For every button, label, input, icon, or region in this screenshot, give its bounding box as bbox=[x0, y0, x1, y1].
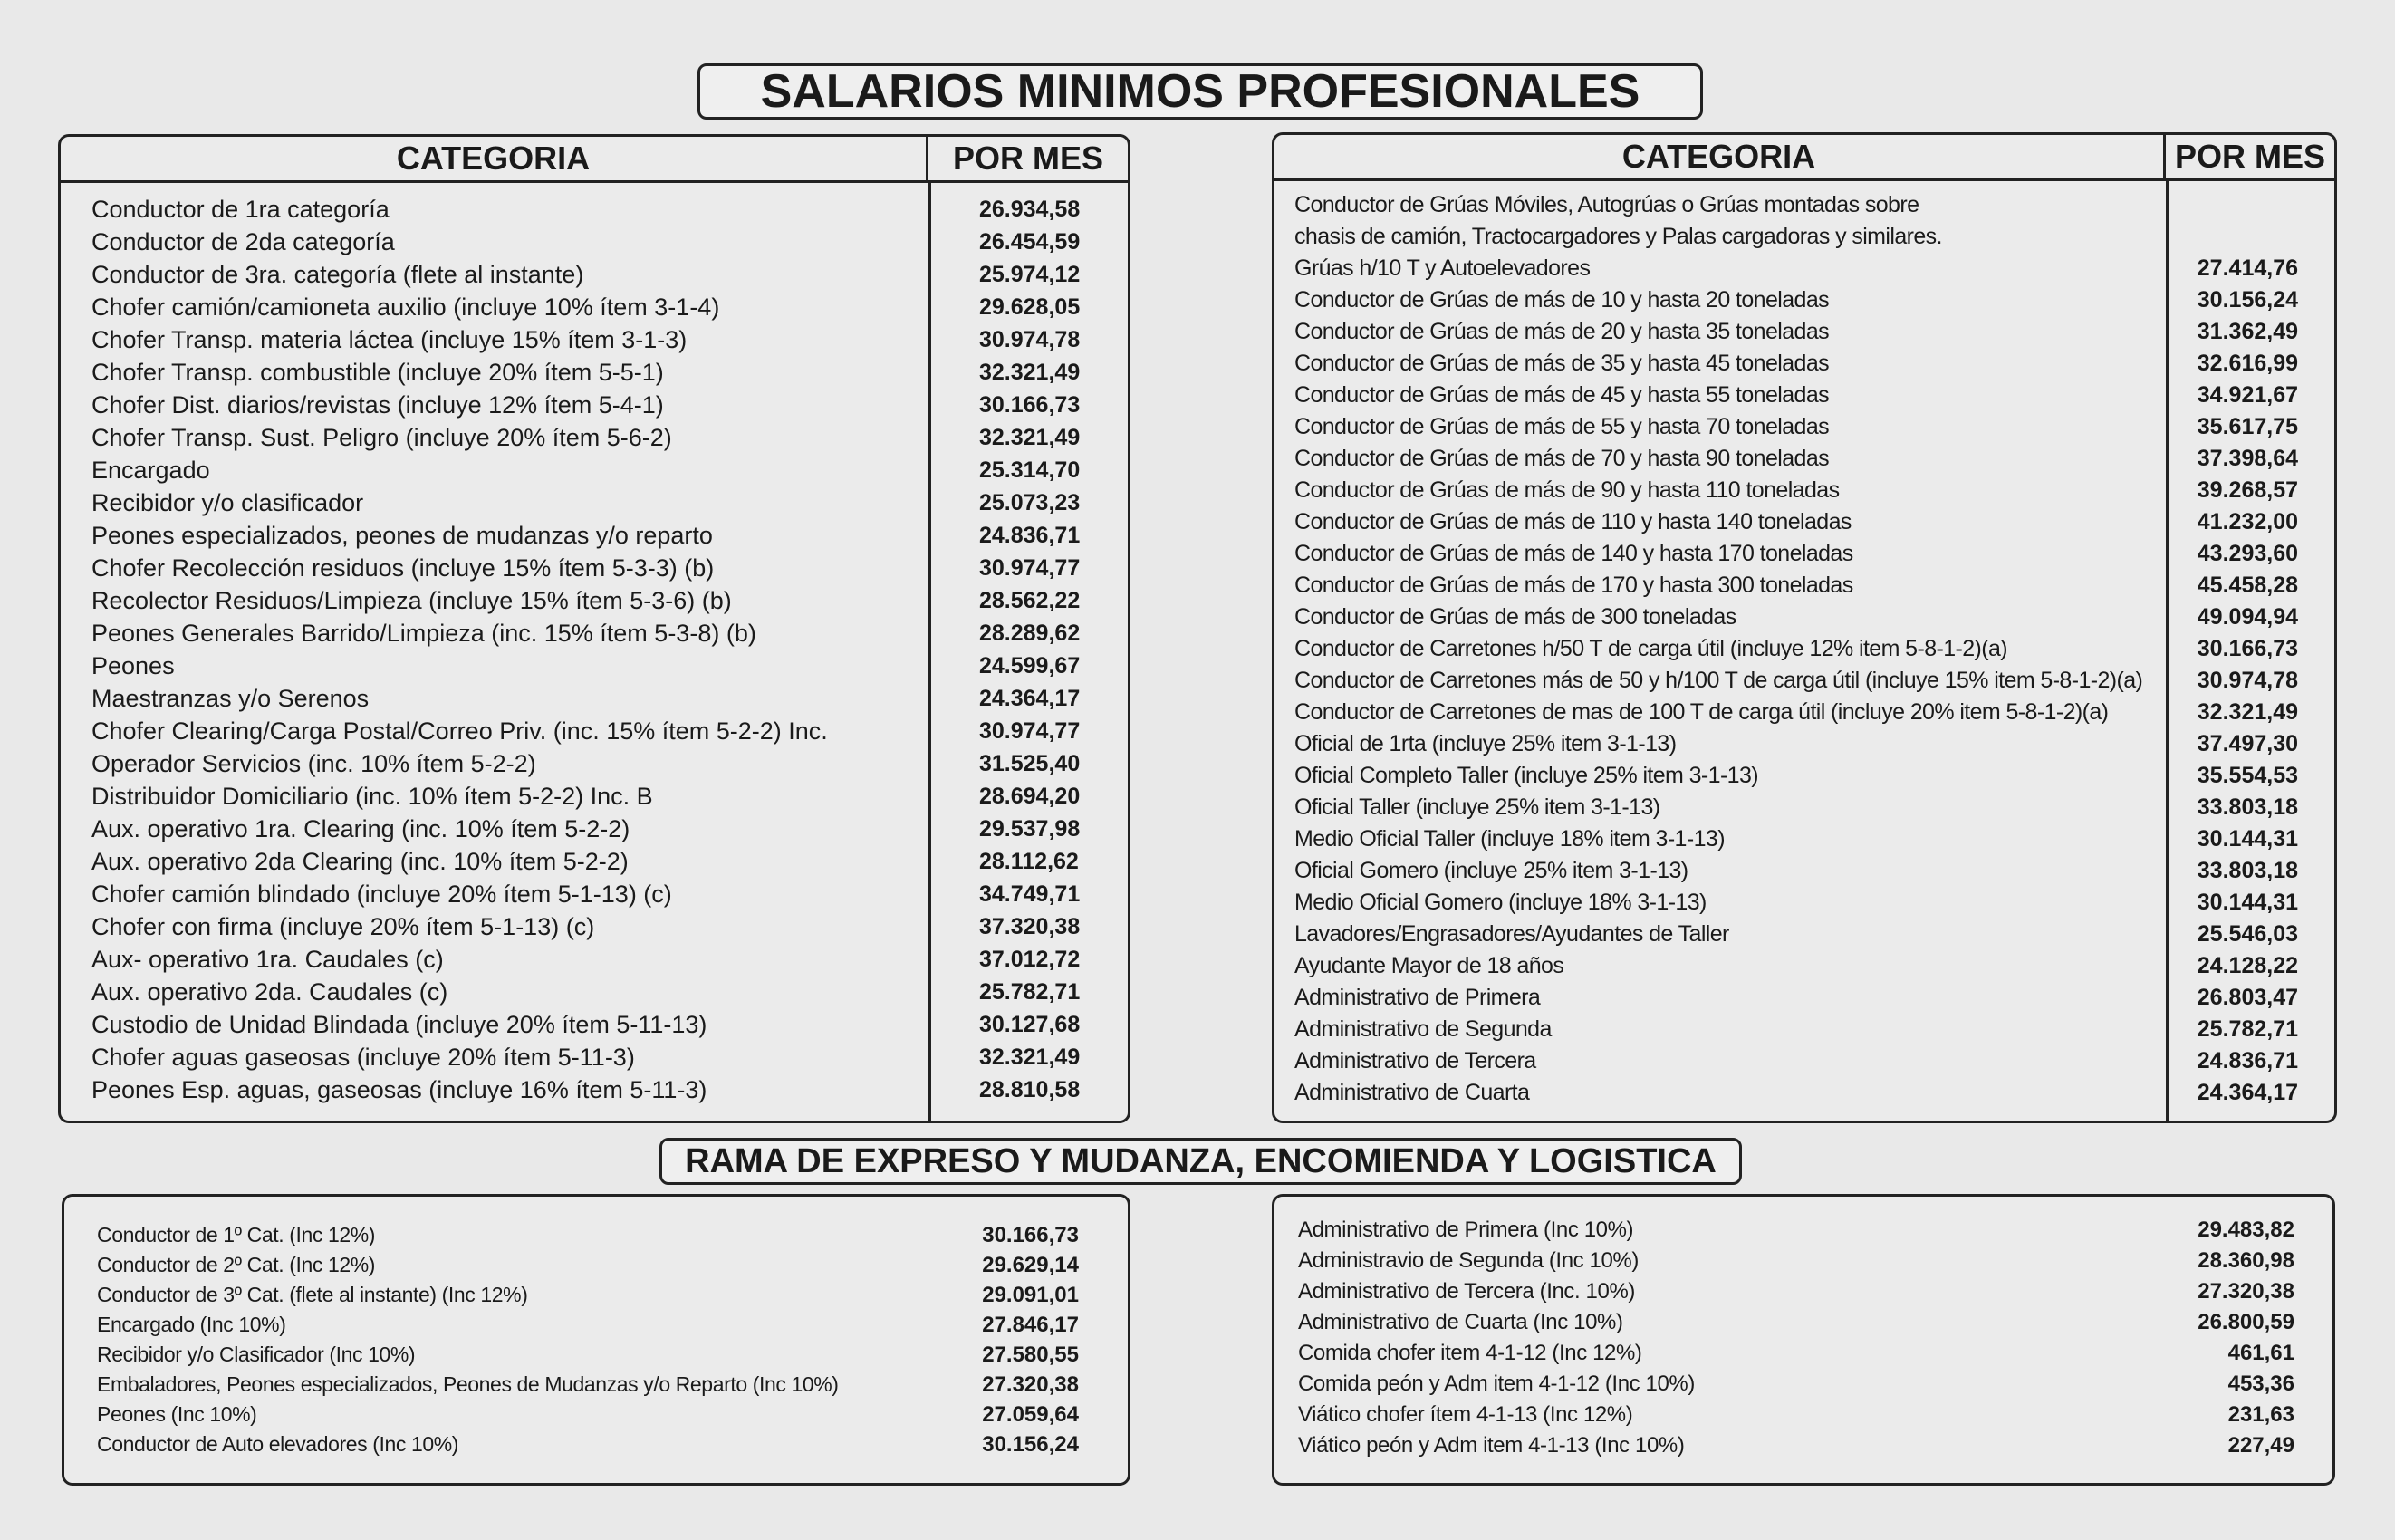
table-row bbox=[1274, 1276, 2332, 1307]
row-category: Encargado bbox=[91, 457, 210, 484]
table-row bbox=[61, 486, 1128, 519]
row-category: Oficial Completo Taller (incluye 25% item 3-1-13) bbox=[1294, 763, 1759, 788]
row-category: Chofer con firma (incluye 20% ítem 5-1-13) (c) bbox=[91, 913, 595, 940]
table-row bbox=[1274, 792, 2334, 823]
row-monthly-salary: 25.546,03 bbox=[2197, 921, 2298, 947]
row-monthly-salary: 227,49 bbox=[2227, 1433, 2294, 1458]
table-row bbox=[1274, 475, 2334, 506]
row-monthly-salary: 30.166,73 bbox=[2197, 636, 2298, 661]
table-row bbox=[64, 1280, 1128, 1310]
row-monthly-salary: 30.156,24 bbox=[982, 1432, 1079, 1457]
row-monthly-salary: 32.321,49 bbox=[979, 425, 1081, 450]
table-row bbox=[1274, 1430, 2332, 1461]
row-category: Recolector Residuos/Limpieza (incluye 15% ítem 5-3-6) (b) bbox=[91, 587, 732, 614]
row-monthly-salary: 453,36 bbox=[2227, 1372, 2294, 1396]
row-category: Operador Servicios (inc. 10% ítem 5-2-2) bbox=[91, 750, 536, 777]
table-row bbox=[61, 1008, 1128, 1041]
table-row bbox=[1274, 538, 2334, 570]
row-category: Lavadores/Engrasadores/Ayudantes de Taller bbox=[1294, 921, 1729, 947]
row-category: Conductor de Grúas de más de 45 y hasta 55 toneladas bbox=[1294, 382, 1830, 408]
table-row bbox=[61, 1041, 1128, 1073]
row-monthly-salary: 29.629,14 bbox=[982, 1253, 1079, 1277]
row-category: Conductor de 2º Cat. (Inc 12%) bbox=[97, 1253, 376, 1276]
table-row bbox=[61, 519, 1128, 552]
table-row bbox=[1274, 919, 2334, 950]
table-row bbox=[1274, 602, 2334, 633]
table-row bbox=[1274, 1369, 2332, 1400]
row-category: Administravio de Segunda (Inc 10%) bbox=[1298, 1248, 1639, 1273]
table-row bbox=[64, 1340, 1128, 1370]
table-row bbox=[1274, 1338, 2332, 1369]
table-row bbox=[61, 682, 1128, 715]
row-category: Conductor de 3ra. categoría (flete al instante) bbox=[91, 261, 584, 288]
row-monthly-salary: 27.414,76 bbox=[2197, 255, 2298, 281]
row-category: Administrativo de Primera bbox=[1294, 985, 1541, 1010]
table-row bbox=[61, 421, 1128, 454]
row-category: Administrativo de Tercera bbox=[1294, 1048, 1536, 1073]
table-header bbox=[61, 137, 1128, 183]
row-category: Recibidor y/o Clasificador (Inc 10%) bbox=[97, 1343, 416, 1366]
table-row bbox=[61, 356, 1128, 389]
row-category: Administrativo de Cuarta (Inc 10%) bbox=[1298, 1310, 1623, 1334]
row-category: Peones Esp. aguas, gaseosas (incluye 16% ítem 5-11-3) bbox=[91, 1076, 707, 1103]
row-category: Encargado (Inc 10%) bbox=[97, 1313, 286, 1336]
row-category: Chofer Transp. materia láctea (incluye 15% ítem 3-1-3) bbox=[91, 326, 688, 353]
row-category: Medio Oficial Taller (incluye 18% item 3-1-13) bbox=[1294, 826, 1725, 852]
row-monthly-salary: 30.144,31 bbox=[2197, 890, 2298, 915]
table-row bbox=[61, 650, 1128, 682]
table-row bbox=[1274, 1045, 2334, 1077]
row-monthly-salary: 29.091,01 bbox=[982, 1283, 1079, 1307]
row-monthly-salary: 26.934,58 bbox=[979, 197, 1081, 222]
row-category: Chofer camión/camioneta auxilio (incluye 10% ítem 3-1-4) bbox=[91, 294, 720, 321]
row-monthly-salary: 37.320,38 bbox=[979, 914, 1081, 939]
row-monthly-salary: 37.012,72 bbox=[979, 947, 1081, 972]
row-category: Chofer Dist. diarios/revistas (incluye 12% ítem 5-4-1) bbox=[91, 391, 664, 419]
table-row bbox=[61, 1073, 1128, 1106]
row-monthly-salary: 26.803,47 bbox=[2197, 985, 2298, 1010]
table-crane-categories bbox=[1272, 132, 2337, 1123]
row-category: Conductor de 2da categoría bbox=[91, 228, 395, 255]
table-row bbox=[1274, 348, 2334, 380]
table-row bbox=[1274, 728, 2334, 760]
row-monthly-salary: 24.836,71 bbox=[979, 523, 1081, 548]
table-row bbox=[64, 1370, 1128, 1400]
row-category: Conductor de Carretones más de 50 y h/100 T de carga útil (incluye 15% item 5-8-1-2)(a) bbox=[1294, 668, 2143, 693]
row-monthly-salary: 30.144,31 bbox=[2197, 826, 2298, 852]
row-category: Conductor de Grúas de más de 140 y hasta 170 toneladas bbox=[1294, 541, 1853, 566]
row-category: Oficial de 1rta (incluye 25% item 3-1-13) bbox=[1294, 731, 1677, 756]
table-row bbox=[1274, 823, 2334, 855]
row-monthly-salary: 25.974,12 bbox=[979, 262, 1081, 287]
row-category: Conductor de 1º Cat. (Inc 12%) bbox=[97, 1223, 376, 1246]
header-category: CATEGORIA bbox=[396, 140, 591, 177]
row-monthly-salary: 35.554,53 bbox=[2197, 763, 2298, 788]
row-monthly-salary: 28.112,62 bbox=[979, 849, 1079, 874]
table-row bbox=[61, 193, 1128, 226]
table-row bbox=[61, 323, 1128, 356]
row-category: Maestranzas y/o Serenos bbox=[91, 685, 370, 712]
row-monthly-salary: 24.599,67 bbox=[979, 653, 1081, 679]
row-category: Peones especializados, peones de mudanzas y/o reparto bbox=[91, 522, 713, 549]
row-monthly-salary: 24.364,17 bbox=[979, 686, 1081, 711]
row-category: Conductor de 1ra categoría bbox=[91, 196, 390, 223]
table-row bbox=[1274, 1014, 2334, 1045]
row-monthly-salary: 37.398,64 bbox=[2197, 446, 2298, 471]
table-row bbox=[64, 1310, 1128, 1340]
row-monthly-salary: 49.094,94 bbox=[2197, 604, 2298, 630]
row-monthly-salary bbox=[2166, 189, 2334, 221]
row-monthly-salary: 30.166,73 bbox=[982, 1223, 1079, 1247]
row-category: Administrativo de Cuarta bbox=[1294, 1080, 1530, 1105]
table-body bbox=[1274, 189, 2334, 1109]
row-monthly-salary: 24.836,71 bbox=[2197, 1048, 2298, 1073]
table-row bbox=[1274, 665, 2334, 697]
table-row bbox=[1274, 1246, 2332, 1276]
row-category: Conductor de 3º Cat. (flete al instante) (Inc 12%) bbox=[97, 1283, 528, 1306]
table-row bbox=[61, 813, 1128, 845]
row-category: Conductor de Grúas de más de 10 y hasta 20 toneladas bbox=[1294, 287, 1830, 313]
table-expreso-admin bbox=[1272, 1194, 2335, 1486]
table-row bbox=[61, 780, 1128, 813]
header-category: CATEGORIA bbox=[1621, 138, 1816, 175]
row-monthly-salary: 231,63 bbox=[2227, 1402, 2294, 1427]
row-category: Oficial Gomero (incluye 25% item 3-1-13) bbox=[1294, 858, 1688, 883]
row-category: Medio Oficial Gomero (incluye 18% 3-1-13) bbox=[1294, 890, 1707, 915]
table-row bbox=[61, 976, 1128, 1008]
row-category: Conductor de Grúas de más de 55 y hasta 70 toneladas bbox=[1294, 414, 1830, 439]
row-category: Aux. operativo 2da Clearing (inc. 10% ítem 5-2-2) bbox=[91, 848, 629, 875]
table-expreso-drivers bbox=[62, 1194, 1130, 1486]
row-monthly-salary: 29.537,98 bbox=[979, 816, 1081, 842]
row-monthly-salary: 30.974,77 bbox=[979, 718, 1081, 744]
row-monthly-salary: 35.617,75 bbox=[2197, 414, 2298, 439]
row-category: Chofer Transp. Sust. Peligro (incluye 20% ítem 5-6-2) bbox=[91, 424, 672, 451]
row-monthly-salary: 25.782,71 bbox=[2197, 1016, 2298, 1042]
row-category: Administrativo de Primera (Inc 10%) bbox=[1298, 1218, 1634, 1242]
row-monthly-salary: 30.974,78 bbox=[2197, 668, 2298, 693]
row-monthly-salary: 24.364,17 bbox=[2197, 1080, 2298, 1105]
table-row bbox=[1274, 760, 2334, 792]
table-body bbox=[1274, 1215, 2332, 1461]
table-row bbox=[1274, 950, 2334, 982]
row-monthly-salary: 29.628,05 bbox=[979, 294, 1081, 320]
table-row bbox=[1274, 253, 2334, 284]
table-row bbox=[1274, 316, 2334, 348]
table-body bbox=[64, 1220, 1128, 1459]
table-row bbox=[61, 747, 1128, 780]
row-monthly-salary: 31.362,49 bbox=[2197, 319, 2298, 344]
row-category: Conductor de Grúas de más de 110 y hasta 140 toneladas bbox=[1294, 509, 1852, 534]
table-row bbox=[61, 389, 1128, 421]
table-row bbox=[61, 910, 1128, 943]
table-header bbox=[1274, 135, 2334, 181]
row-monthly-salary: 26.800,59 bbox=[2198, 1310, 2294, 1334]
row-category: Administrativo de Tercera (Inc. 10%) bbox=[1298, 1279, 1635, 1304]
table-row bbox=[64, 1429, 1128, 1459]
row-category: Chofer aguas gaseosas (incluye 20% ítem 5-11-3) bbox=[91, 1044, 635, 1071]
table-row bbox=[61, 291, 1128, 323]
row-monthly-salary bbox=[2166, 221, 2334, 253]
row-category: chasis de camión, Tractocargadores y Palas cargadoras y similares. bbox=[1294, 224, 1942, 249]
table-row bbox=[1274, 570, 2334, 602]
table-row bbox=[1274, 411, 2334, 443]
table-row bbox=[61, 845, 1128, 878]
row-monthly-salary: 28.810,58 bbox=[979, 1077, 1081, 1102]
row-monthly-salary: 28.360,98 bbox=[2198, 1248, 2294, 1273]
table-row bbox=[1274, 284, 2334, 316]
row-monthly-salary: 30.974,78 bbox=[979, 327, 1081, 352]
row-monthly-salary: 25.073,23 bbox=[979, 490, 1081, 515]
row-monthly-salary: 37.497,30 bbox=[2197, 731, 2298, 756]
row-monthly-salary: 25.314,70 bbox=[979, 457, 1081, 483]
row-monthly-salary: 461,61 bbox=[2227, 1341, 2294, 1365]
row-category: Peones bbox=[91, 652, 175, 679]
row-category: Viático peón y Adm item 4-1-13 (Inc 10%) bbox=[1298, 1433, 1685, 1458]
row-category: Conductor de Grúas Móviles, Autogrúas o Grúas montadas sobre bbox=[1294, 192, 1919, 217]
main-title: SALARIOS MINIMOS PROFESIONALES bbox=[697, 63, 1703, 120]
row-monthly-salary: 30.127,68 bbox=[979, 1012, 1081, 1037]
row-monthly-salary: 33.803,18 bbox=[2197, 858, 2298, 883]
table-row bbox=[1274, 1077, 2334, 1109]
section-title-expreso: RAMA DE EXPRESO Y MUDANZA, ENCOMIENDA Y LOGISTICA bbox=[659, 1138, 1742, 1185]
table-row bbox=[64, 1220, 1128, 1250]
row-category: Oficial Taller (incluye 25% item 3-1-13) bbox=[1294, 794, 1660, 820]
row-category: Recibidor y/o clasificador bbox=[91, 489, 364, 516]
row-monthly-salary: 32.321,49 bbox=[979, 1044, 1081, 1070]
row-monthly-salary: 33.803,18 bbox=[2197, 794, 2298, 820]
row-monthly-salary: 30.166,73 bbox=[979, 392, 1081, 418]
row-monthly-salary: 32.321,49 bbox=[979, 360, 1081, 385]
row-category: Chofer camión blindado (incluye 20% ítem 5-1-13) (c) bbox=[91, 881, 672, 908]
table-row bbox=[1274, 506, 2334, 538]
table-row bbox=[61, 943, 1128, 976]
row-category: Chofer Transp. combustible (incluye 20% ítem 5-5-1) bbox=[91, 359, 664, 386]
row-monthly-salary: 39.268,57 bbox=[2197, 477, 2298, 503]
table-body bbox=[61, 193, 1128, 1106]
table-row bbox=[61, 454, 1128, 486]
row-category: Comida chofer item 4-1-12 (Inc 12%) bbox=[1298, 1341, 1642, 1365]
row-category: Conductor de Grúas de más de 70 y hasta 90 toneladas bbox=[1294, 446, 1830, 471]
row-category: Embaladores, Peones especializados, Peones de Mudanzas y/o Reparto (Inc 10%) bbox=[97, 1372, 839, 1396]
row-category: Chofer Recolección residuos (incluye 15% ítem 5-3-3) (b) bbox=[91, 554, 715, 582]
row-monthly-salary: 29.483,82 bbox=[2198, 1218, 2294, 1242]
row-category: Administrativo de Segunda bbox=[1294, 1016, 1552, 1042]
table-row bbox=[61, 584, 1128, 617]
row-monthly-salary: 24.128,22 bbox=[2197, 953, 2298, 978]
row-category: Viático chofer ítem 4-1-13 (Inc 12%) bbox=[1298, 1402, 1633, 1427]
table-row bbox=[1274, 443, 2334, 475]
row-monthly-salary: 41.232,00 bbox=[2197, 509, 2298, 534]
table-row bbox=[1274, 1400, 2332, 1430]
row-monthly-salary: 34.921,67 bbox=[2197, 382, 2298, 408]
table-row bbox=[1274, 633, 2334, 665]
row-monthly-salary: 43.293,60 bbox=[2197, 541, 2298, 566]
row-category: Peones Generales Barrido/Limpieza (inc. 15% ítem 5-3-8) (b) bbox=[91, 620, 756, 647]
table-row bbox=[1274, 697, 2334, 728]
row-monthly-salary: 25.782,71 bbox=[979, 979, 1081, 1005]
table-general-categories bbox=[58, 134, 1130, 1123]
table-row bbox=[1274, 189, 2334, 221]
table-row bbox=[1274, 1215, 2332, 1246]
table-row bbox=[61, 552, 1128, 584]
row-category: Conductor de Grúas de más de 90 y hasta 110 toneladas bbox=[1294, 477, 1840, 503]
row-category: Chofer Clearing/Carga Postal/Correo Priv. (inc. 15% ítem 5-2-2) Inc. bbox=[91, 717, 828, 745]
row-monthly-salary: 26.454,59 bbox=[979, 229, 1081, 255]
row-category: Custodio de Unidad Blindada (incluye 20% ítem 5-11-13) bbox=[91, 1011, 707, 1038]
row-monthly-salary: 30.156,24 bbox=[2197, 287, 2298, 313]
table-row bbox=[61, 226, 1128, 258]
row-category: Conductor de Grúas de más de 35 y hasta 45 toneladas bbox=[1294, 351, 1830, 376]
row-category: Grúas h/10 T y Autoelevadores bbox=[1294, 255, 1591, 281]
row-monthly-salary: 32.616,99 bbox=[2197, 351, 2298, 376]
table-row bbox=[61, 617, 1128, 650]
table-row bbox=[1274, 855, 2334, 887]
row-monthly-salary: 28.562,22 bbox=[979, 588, 1081, 613]
row-monthly-salary: 27.059,64 bbox=[982, 1402, 1079, 1427]
table-row bbox=[1274, 887, 2334, 919]
row-monthly-salary: 32.321,49 bbox=[2197, 699, 2298, 725]
table-row bbox=[61, 878, 1128, 910]
row-monthly-salary: 27.846,17 bbox=[982, 1313, 1079, 1337]
row-monthly-salary: 45.458,28 bbox=[2197, 573, 2298, 598]
row-category: Aux. operativo 2da. Caudales (c) bbox=[91, 978, 448, 1006]
row-monthly-salary: 30.974,77 bbox=[979, 555, 1081, 581]
row-category: Conductor de Grúas de más de 300 toneladas bbox=[1294, 604, 1736, 630]
row-category: Ayudante Mayor de 18 años bbox=[1294, 953, 1564, 978]
row-category: Aux- operativo 1ra. Caudales (c) bbox=[91, 946, 444, 973]
row-category: Conductor de Grúas de más de 170 y hasta 300 toneladas bbox=[1294, 573, 1853, 598]
table-row bbox=[1274, 982, 2334, 1014]
row-category: Conductor de Carretones h/50 T de carga útil (incluye 12% item 5-8-1-2)(a) bbox=[1294, 636, 2008, 661]
table-row bbox=[64, 1400, 1128, 1429]
row-monthly-salary: 31.525,40 bbox=[979, 751, 1081, 776]
row-category: Conductor de Grúas de más de 20 y hasta 35 toneladas bbox=[1294, 319, 1830, 344]
row-category: Conductor de Carretones de mas de 100 T de carga útil (incluye 20% item 5-8-1-2)(a) bbox=[1294, 699, 2109, 725]
row-category: Peones (Inc 10%) bbox=[97, 1402, 257, 1426]
row-category: Distribuidor Domiciliario (inc. 10% ítem 5-2-2) Inc. B bbox=[91, 783, 653, 810]
row-category: Aux. operativo 1ra. Clearing (inc. 10% ítem 5-2-2) bbox=[91, 815, 630, 842]
table-row bbox=[1274, 221, 2334, 253]
row-category: Conductor de Auto elevadores (Inc 10%) bbox=[97, 1432, 459, 1456]
table-row bbox=[1274, 1307, 2332, 1338]
row-monthly-salary: 27.320,38 bbox=[982, 1372, 1079, 1397]
table-row bbox=[61, 258, 1128, 291]
header-per-month: POR MES bbox=[926, 137, 1128, 180]
row-monthly-salary: 27.320,38 bbox=[2198, 1279, 2294, 1304]
table-row bbox=[1274, 380, 2334, 411]
row-category: Comida peón y Adm item 4-1-12 (Inc 10%) bbox=[1298, 1372, 1695, 1396]
table-row bbox=[64, 1250, 1128, 1280]
row-monthly-salary: 28.694,20 bbox=[979, 784, 1081, 809]
table-row bbox=[61, 715, 1128, 747]
row-monthly-salary: 28.289,62 bbox=[979, 621, 1081, 646]
row-monthly-salary: 27.580,55 bbox=[982, 1343, 1079, 1367]
row-monthly-salary: 34.749,71 bbox=[979, 881, 1081, 907]
header-per-month: POR MES bbox=[2163, 135, 2334, 178]
